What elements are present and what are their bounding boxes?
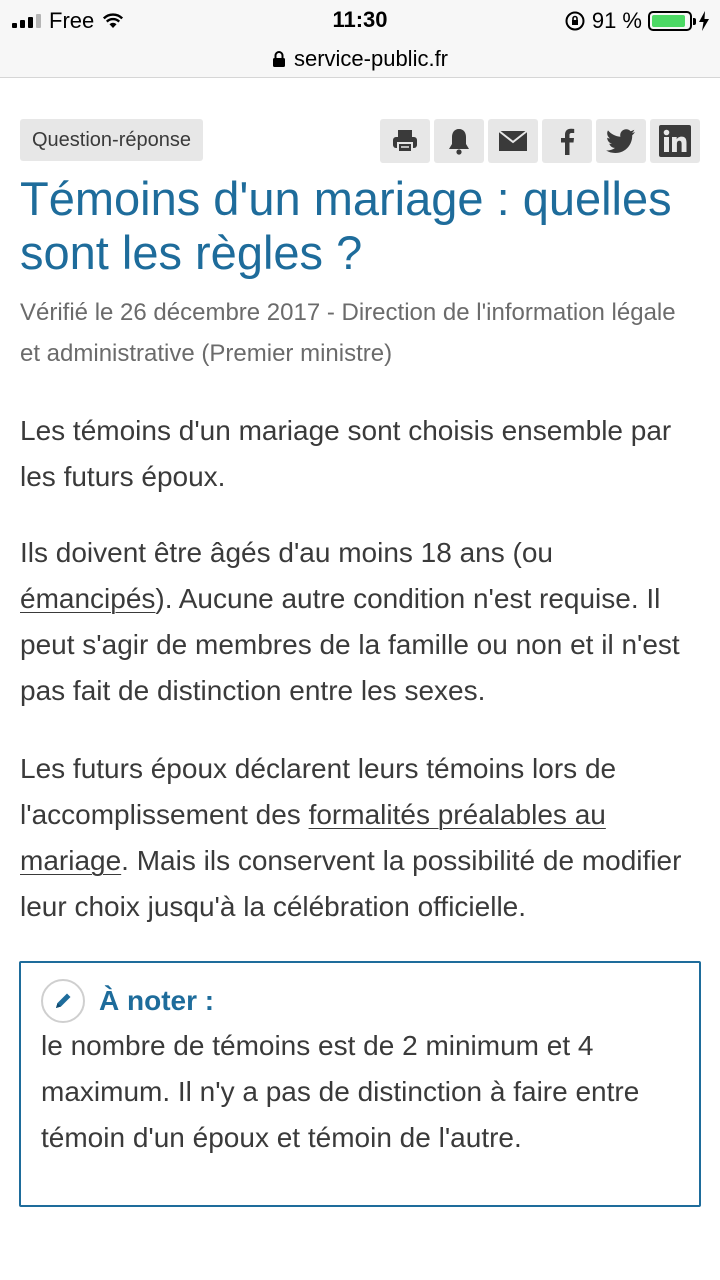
paragraph-choice: Les témoins d'un mariage sont choisis ensemble par les futurs époux. (20, 415, 672, 492)
page-title: Témoins d'un mariage : quelles sont les règles ? (20, 172, 672, 279)
content-type-tag: Question-réponse (20, 119, 203, 161)
pencil-icon (41, 979, 85, 1023)
paragraph-text: Ils doivent être âgés d'au moins 18 ans (ou (20, 537, 553, 568)
note-text: le nombre de témoins est de 2 minimum et 4 maximum. Il n'y a pas de distinction à faire entre témoin d'un époux et témoin de l'autre. (41, 1030, 640, 1153)
status-bar (0, 0, 720, 40)
print-button[interactable] (380, 119, 430, 163)
bell-icon (447, 127, 471, 155)
emancipes-link[interactable]: émancipés (20, 583, 156, 614)
paragraph-text: Les futurs époux déclarent leurs témoins lors de l'accomplissement des (20, 753, 617, 830)
paragraph-age-requirement (20, 530, 710, 714)
twitter-icon (606, 129, 636, 153)
battery-icon (648, 11, 692, 31)
orientation-lock-icon (564, 10, 586, 32)
url-text[interactable]: service-public.fr (293, 45, 449, 71)
facebook-icon (559, 127, 575, 155)
note-header (41, 979, 214, 1023)
mail-icon (498, 130, 528, 152)
charging-icon (698, 11, 710, 31)
print-icon (391, 128, 419, 154)
verification-meta: Vérifié le 26 décembre 2017 - Direction de l'information légale et administrative (Premier ministre) (20, 299, 676, 367)
formalites-link[interactable]: formalités préalables au mariage (20, 799, 606, 876)
note-title: À noter : (99, 985, 215, 1016)
alert-button[interactable] (434, 119, 484, 163)
clock: 11:30 (332, 7, 388, 32)
facebook-share-button[interactable] (542, 119, 592, 163)
battery-percent: 91 % (591, 8, 642, 33)
lock-icon (272, 50, 286, 68)
address-bar[interactable] (0, 40, 720, 78)
status-right (564, 8, 710, 34)
share-toolbar (380, 119, 700, 163)
paragraph-declaration (20, 746, 710, 930)
paragraph-text: ). Aucune autre condition n'est requise. Il peut s'agir de membres de la famille ou non et il n'est pas fait de distinction entre les sexes. (20, 583, 680, 706)
email-share-button[interactable] (488, 119, 538, 163)
note-box (19, 961, 701, 1207)
carrier-label: Free (49, 8, 95, 33)
paragraph-text: . Mais ils conservent la possibilité de modifier leur choix jusqu'à la célébration officielle. (20, 845, 682, 922)
linkedin-icon (659, 125, 691, 157)
linkedin-share-button[interactable] (650, 119, 700, 163)
twitter-share-button[interactable] (596, 119, 646, 163)
